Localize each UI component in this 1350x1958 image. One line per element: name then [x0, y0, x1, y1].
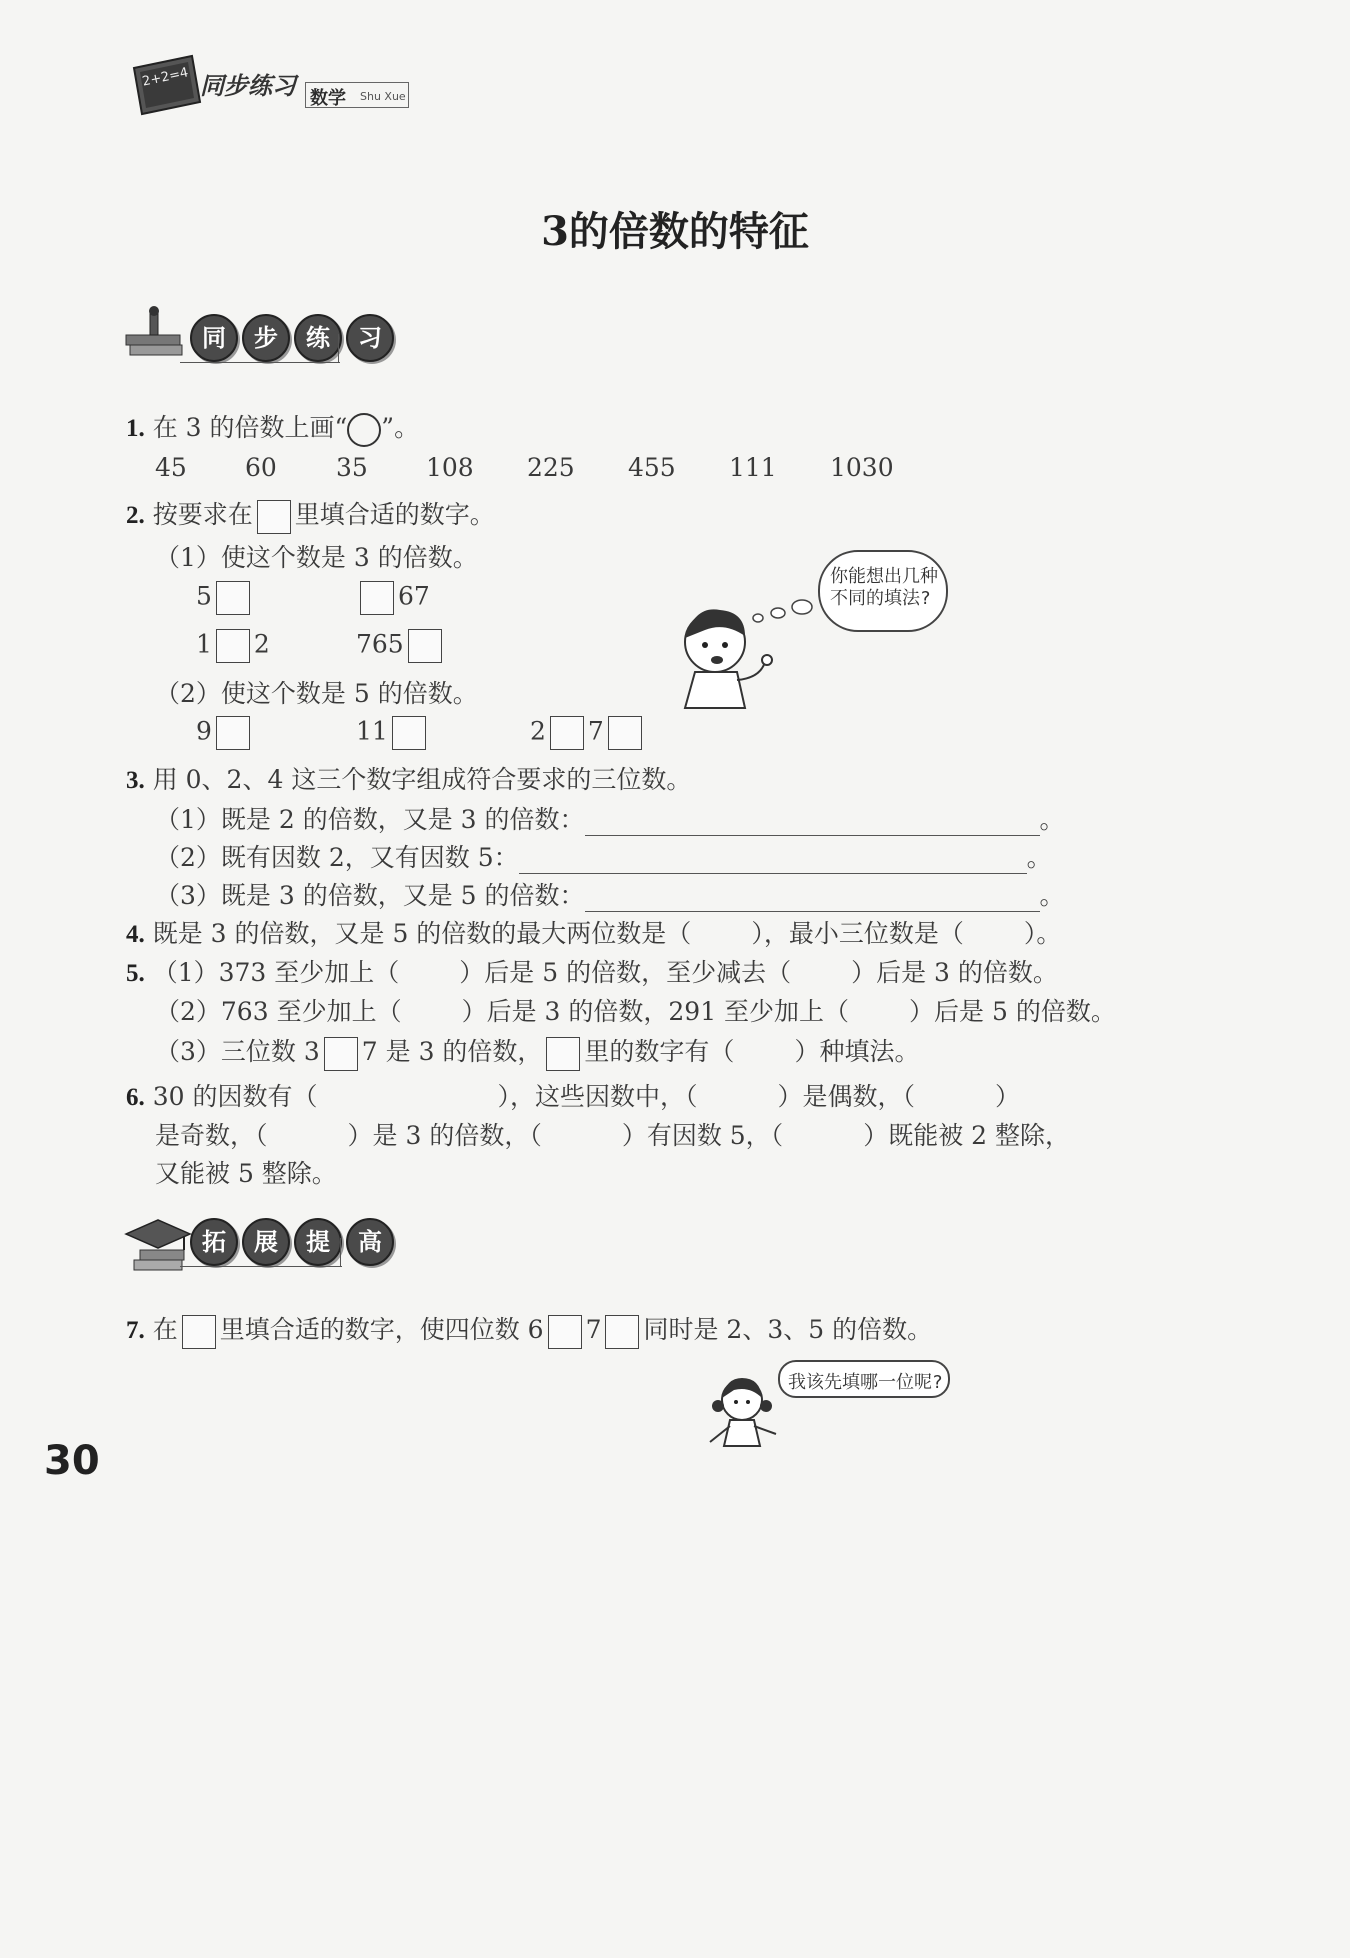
answer-box[interactable]: [605, 1315, 639, 1349]
number-item[interactable]: 108: [426, 453, 474, 482]
fill-item: 9: [196, 716, 254, 750]
number-item[interactable]: 225: [527, 453, 575, 482]
fill-item: 11: [356, 716, 430, 750]
divider: [180, 362, 340, 363]
badge-char: 练: [294, 314, 342, 362]
badge-char: 习: [346, 314, 394, 362]
answer-box[interactable]: [216, 581, 250, 615]
page-title: 3的倍数的特征: [541, 208, 809, 255]
answer-box: [257, 500, 291, 534]
girl-illustration: [700, 1372, 790, 1454]
answer-box[interactable]: [324, 1037, 358, 1071]
question-text: 用 0、2、4 这三个数字组成符合要求的三位数。: [152, 765, 692, 794]
question-4: 4. 既是 3 的倍数，又是 5 的倍数的最大两位数是（ ），最小三位数是（ ）。: [126, 919, 1062, 948]
badge-char: 高: [346, 1218, 394, 1266]
badge-char: 拓: [190, 1218, 238, 1266]
page-number: 30: [44, 1438, 100, 1484]
q6-line-3: 又能被 5 整除。: [155, 1159, 337, 1188]
answer-box[interactable]: [608, 716, 642, 750]
answer-line[interactable]: [585, 809, 1040, 836]
fill-item: 2 7: [530, 716, 646, 750]
answer-box[interactable]: [360, 581, 394, 615]
question-number: 6.: [126, 1084, 145, 1111]
question-text: 在 3 的倍数上画“: [152, 413, 348, 442]
question-text: ”。: [381, 413, 420, 442]
question-text: 按要求在: [152, 500, 253, 529]
brand-title: 同步练习: [200, 72, 296, 100]
circle-icon: [347, 413, 381, 447]
badge-char: 步: [242, 314, 290, 362]
badge-char: 提: [294, 1218, 342, 1266]
q2-part-1: （1）使这个数是 3 的倍数。: [155, 543, 478, 572]
question-6: 6. 30 的因数有（ ），这些因数中，（ ）是偶数，（ ）: [126, 1082, 1021, 1111]
q2-part-2: （2）使这个数是 5 的倍数。: [155, 679, 478, 708]
answer-box: [546, 1037, 580, 1071]
q3-part-3: （3）既是 3 的倍数，又是 5 的倍数： 。: [155, 881, 1065, 910]
question-3: [126, 760, 691, 796]
question-5: 5. （1）373 至少加上（ ）后是 5 的倍数，至少减去（ ）后是 3 的倍数。: [126, 958, 1058, 987]
answer-box: [182, 1315, 216, 1349]
answer-box[interactable]: [216, 629, 250, 663]
thought-dots: [750, 596, 820, 626]
question-number: 1.: [126, 415, 145, 442]
fill-item: 1 2: [196, 629, 270, 663]
q5-part-3: （3）三位数 3 7 是 3 的倍数， 里的数字有（ ）种填法。: [155, 1032, 919, 1071]
badge-char: 展: [242, 1218, 290, 1266]
badge-char: 同: [190, 314, 238, 362]
answer-line[interactable]: [519, 847, 1027, 874]
books-icon: [122, 305, 192, 365]
number-item[interactable]: 60: [245, 453, 277, 482]
question-number: 7.: [126, 1317, 145, 1344]
answer-box[interactable]: [392, 716, 426, 750]
speech-bubble: 我该先填哪一位呢?: [778, 1360, 950, 1398]
answer-box[interactable]: [550, 716, 584, 750]
fill-item: 765: [356, 629, 446, 663]
chalkboard-icon: [128, 50, 208, 120]
question-7: 7. 在 里填合适的数字，使四位数 6 7 同时是 2、3、5 的倍数。: [126, 1310, 932, 1349]
divider: [338, 334, 339, 362]
fill-item: 67: [356, 581, 430, 615]
fill-item: 5: [196, 581, 254, 615]
number-item[interactable]: 455: [628, 453, 676, 482]
number-item[interactable]: 111: [729, 453, 777, 482]
answer-box[interactable]: [408, 629, 442, 663]
question-number: 5.: [126, 960, 145, 987]
subject-pinyin: Shu Xue: [360, 90, 406, 103]
number-item[interactable]: 45: [155, 453, 187, 482]
chalk-text: 2+2=4: [140, 65, 190, 90]
divider: [340, 1238, 341, 1266]
answer-line[interactable]: [585, 885, 1040, 912]
question-number: 3.: [126, 767, 145, 794]
bubble-text: 不同的填法?: [830, 588, 931, 609]
answer-box[interactable]: [548, 1315, 582, 1349]
question-number: 4.: [126, 921, 145, 948]
question-1: [126, 408, 419, 447]
q6-line-2: 是奇数，（ ）是 3 的倍数，（ ）有因数 5，（ ）既能被 2 整除，: [155, 1121, 1070, 1150]
question-text: 里填合适的数字。: [294, 500, 495, 529]
q3-part-1: （1）既是 2 的倍数，又是 3 的倍数： 。: [155, 805, 1065, 834]
question-number: 2.: [126, 502, 145, 529]
question-2: [126, 495, 495, 534]
q3-part-2: （2）既有因数 2，又有因数 5： 。: [155, 843, 1052, 872]
thought-bubble: [818, 550, 948, 632]
bubble-text: 你能想出几种: [830, 566, 938, 587]
answer-box[interactable]: [216, 716, 250, 750]
number-item[interactable]: 1030: [830, 453, 894, 482]
q5-part-2: （2）763 至少加上（ ）后是 3 的倍数，291 至少加上（ ）后是 5 的倍数。: [155, 997, 1116, 1026]
subject-label: 数学: [310, 88, 346, 109]
number-item[interactable]: 35: [336, 453, 368, 482]
divider: [180, 1266, 342, 1267]
